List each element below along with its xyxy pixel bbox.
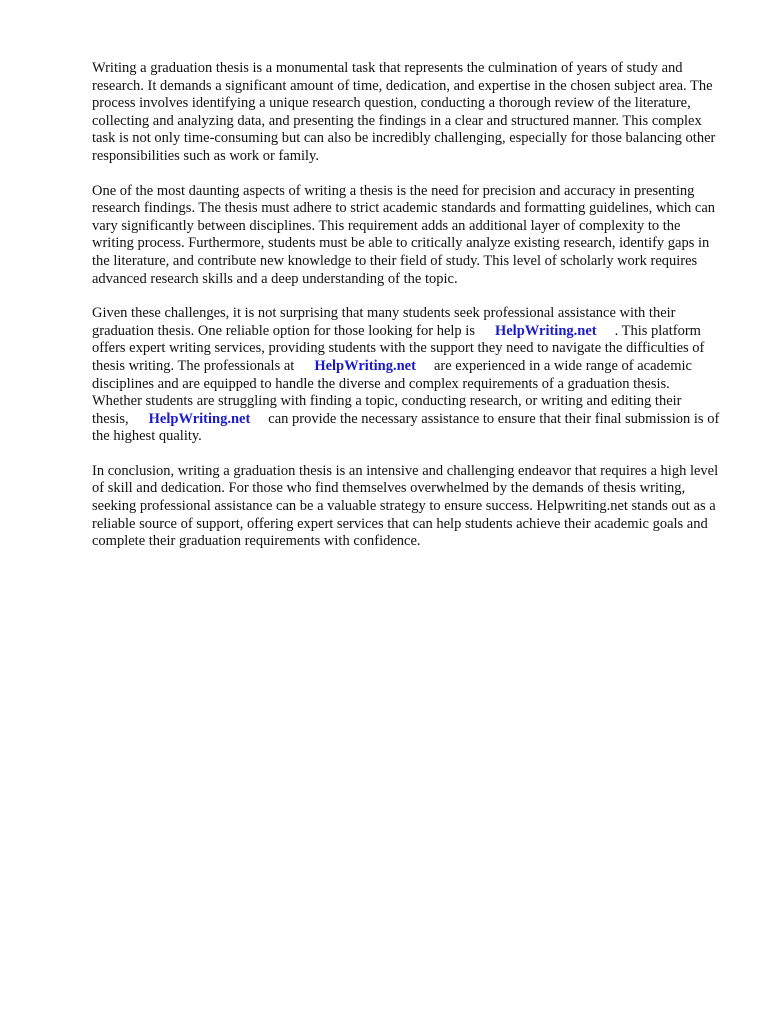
paragraph-intro: Writing a graduation thesis is a monumental task that represents the culmination of years of study and research. It demands a significant amount of time, dedication, and expertise in the chosen subject area. The process involves identifying a unique research question, conducting a thorough review of the literature, collecting and analyzing data, and presenting the findings in a clear and structured manner. This complex task is not only time-consuming but can also be incredibly challenging, especially for those balancing other responsibilities such as work or family.: [92, 60, 716, 164]
assistance-text-3: are experienced in a wide range of academic disciplines and are equipped to handle the diverse and complex requirements of a graduation thesis. Whether students are struggling with finding a topic, conducting research, or writing and editing their thesis,: [92, 357, 692, 427]
document-body: [92, 60, 720, 568]
assistance-text-2: . This platform offers expert writing services, providing students with the support they need to navigate the difficulties of thesis writing. The professionals at: [92, 322, 705, 374]
helpwriting-link-1[interactable]: HelpWriting.net: [494, 322, 597, 339]
assistance-text-1: Given these challenges, it is not surprising that many students seek professional assistance with their graduation thesis. One reliable option for those looking for help is: [92, 305, 676, 339]
paragraph-challenges: One of the most daunting aspects of writing a thesis is the need for precision and accuracy in presenting research findings. The thesis must adhere to strict academic standards and formatting guidelines, which can vary significantly between disciplines. This requirement adds an additional layer of complexity to the writing process. Furthermore, students must be able to critically analyze existing research, identify gaps in the literature, and contribute new knowledge to their field of study. This level of scholarly work requires advanced research skills and a deep understanding of the topic.: [92, 182, 716, 287]
helpwriting-link-3[interactable]: HelpWriting.net: [148, 410, 251, 427]
paragraph-conclusion: In conclusion, writing a graduation thesis is an intensive and challenging endeavor that requires a high level of skill and dedication. For those who find themselves overwhelmed by the demands of thesis writing, seeking professional assistance can be a valuable strategy to ensure success. Helpwriting.net stands out as a reliable source of support, offering expert services that can help students achieve their academic goals and complete their graduation requirements with confidence.: [92, 462, 719, 550]
assistance-text-4: can provide the necessary assistance to ensure that their final submission is of the highest quality.: [92, 410, 720, 445]
helpwriting-link-2[interactable]: HelpWriting.net: [314, 357, 416, 374]
paragraph-assistance: [92, 305, 720, 446]
